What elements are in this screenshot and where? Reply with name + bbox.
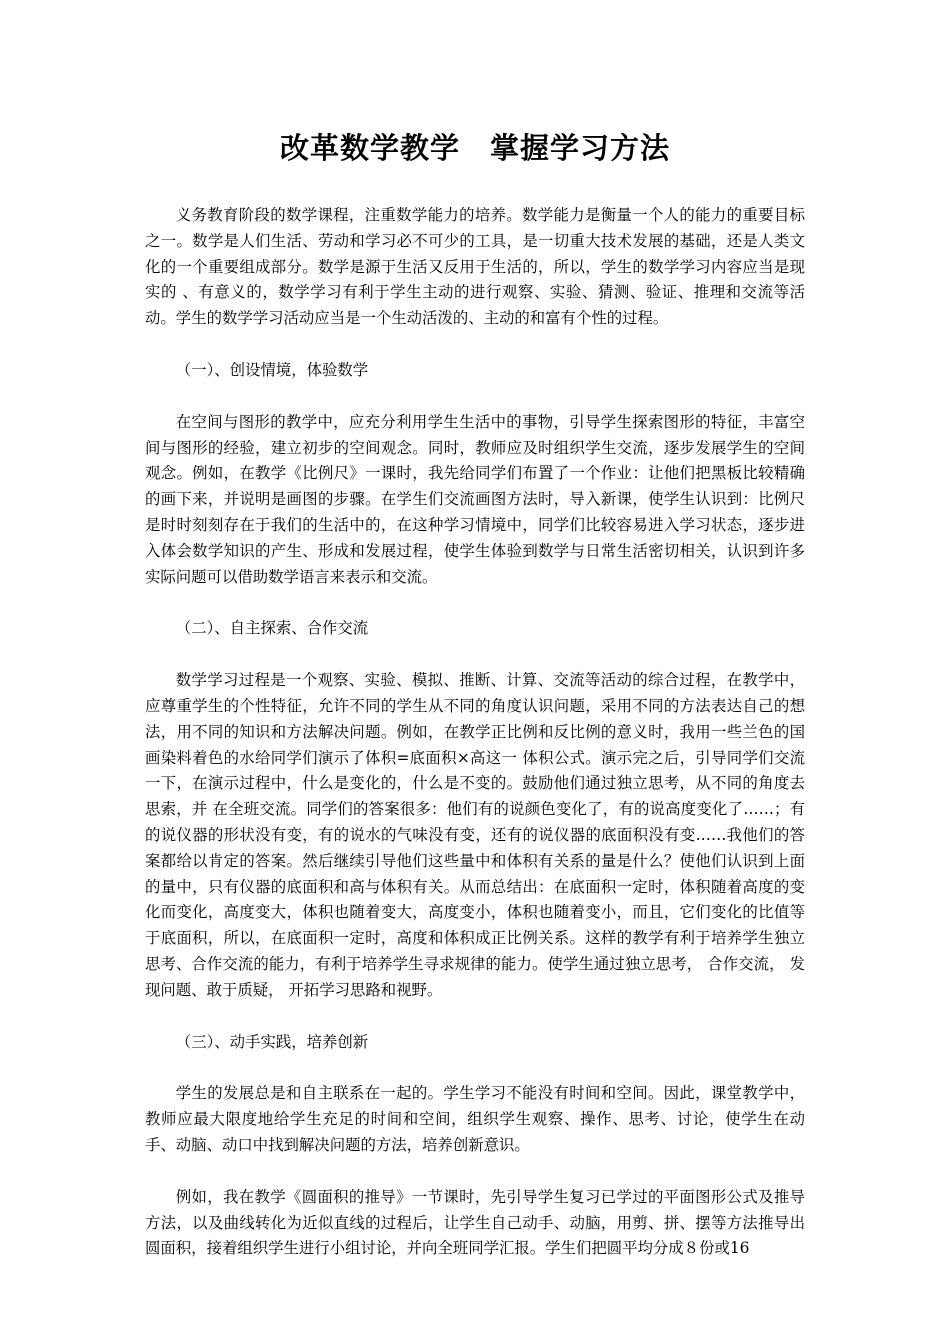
section-1-paragraph-1: 在空间与图形的教学中，应充分利用学生生活中的事物，引导学生探索图形的特征，丰富空间与图形的经验，建立初步的空间观念。同时，教师应及时组织学生交流，逐步发展学生的空间观念。例如，在教学《比例尺》一课时，我先给同学们布置了一个作业：让他们把黑板比较精确的画下来，并说明是画图的步骤。在学生们交流画图方法时，导入新课，使学生认识到：比例尺是时时刻刻存在于我们的生活中的，在这种学习情境中，同学们比较容易进入学习状态，逐步进入体会数学知识的产生、形成和发展过程，使学生体验到数学与日常生活密切相关，认识到许多实际问题可以借助数学语言来表示和交流。	[145, 412, 805, 586]
section-3-paragraph-1: 学生的发展总是和自主联系在一起的。学生学习不能没有时间和空间。因此，课堂教学中，教师应最大限度地给学生充足的时间和空间，组织学生观察、操作、思考、讨论，使学生在动手、动脑、动口中找到解决问题的方法，培养创新意识。	[145, 1084, 805, 1154]
section-heading-3: （三）、动手实践，培养创新	[175, 1032, 369, 1051]
section-heading-2: （二）、自主探索、合作交流	[175, 619, 369, 638]
section-heading-1: （一）、创设情境，体验数学	[175, 360, 369, 379]
document-title: 改革数学教学 掌握学习方法	[279, 131, 670, 165]
section-3-paragraph-2: 例如，我在教学《圆面积的推导》一节课时，先引导学生复习已学过的平面图形公式及推导方法，以及曲线转化为近似直线的过程后，让学生自己动手、动脑，用剪、拼、摆等方法推导出圆面积，接着组织学生进行小组讨论，并向全班同学汇报。学生们把圆平均分成８份或16	[145, 1187, 805, 1258]
intro-paragraph: 义务教育阶段的数学课程，注重数学能力的培养。数学能力是衡量一个人的能力的重要目标之一。数学是人们生活、劳动和学习必不可少的工具，是一切重大技术发展的基础，还是人类文化的一个重要组成部分。数学是源于生活又反用于生活的，所以，学生的数学学习内容应当是现实的 、有意义的，数学学习有利于学生主动的进行观察、实验、猜测、验证、推理和交流等活动。学生的数学学习活动应当是一个生动活泼的、主动的和富有个性的过程。	[145, 206, 805, 328]
document-page	[145, 128, 805, 1288]
section-2-paragraph-1: 数学学习过程是一个观察、实验、模拟、推断、计算、交流等活动的综合过程，在教学中，应尊重学生的个性特征，允许不同的学生从不同的角度认识问题，采用不同的方法表达自己的想法，用不同的知识和方法解决问题。例如，在教学正比例和反比例的意义时，我用一些兰色的国画染料着色的水给同学们演示了体积=底面积×高这一 体积公式。演示完之后，引导同学们交流一下，在演示过程中，什么是变化的，什么是不变的。鼓励他们通过独立思考，从不同的角度去思索，并 在全班交流。同学们的答案很多：他们有的说颜色变化了，有的说高度变化了……；有的说仪器的形状没有变，有的说水的气味没有变，还有的说仪器的底面积没有变……我他们的答案都给以肯定的答案。然后继续引导他们这些量中和体积有关系的量是什么？使他们认识到上面的量中，只有仪器的底面积和高与体积有关。从而总结出：在底面积一定时，体积随着高度的变化而变化，高度变大，体积也随着变大，高度变小，体积也随着变小，而且，它们变化的比值等于底面积，所以，在底面积一定时，高度和体积成正比例关系。这样的教学有利于培养学生独立思考、合作交流的能力，有利于培养学生寻求规律的能力。使学生通过独立思考， 合作交流， 发现问题、敢于质疑， 开拓学习思路和视野。	[145, 671, 805, 999]
